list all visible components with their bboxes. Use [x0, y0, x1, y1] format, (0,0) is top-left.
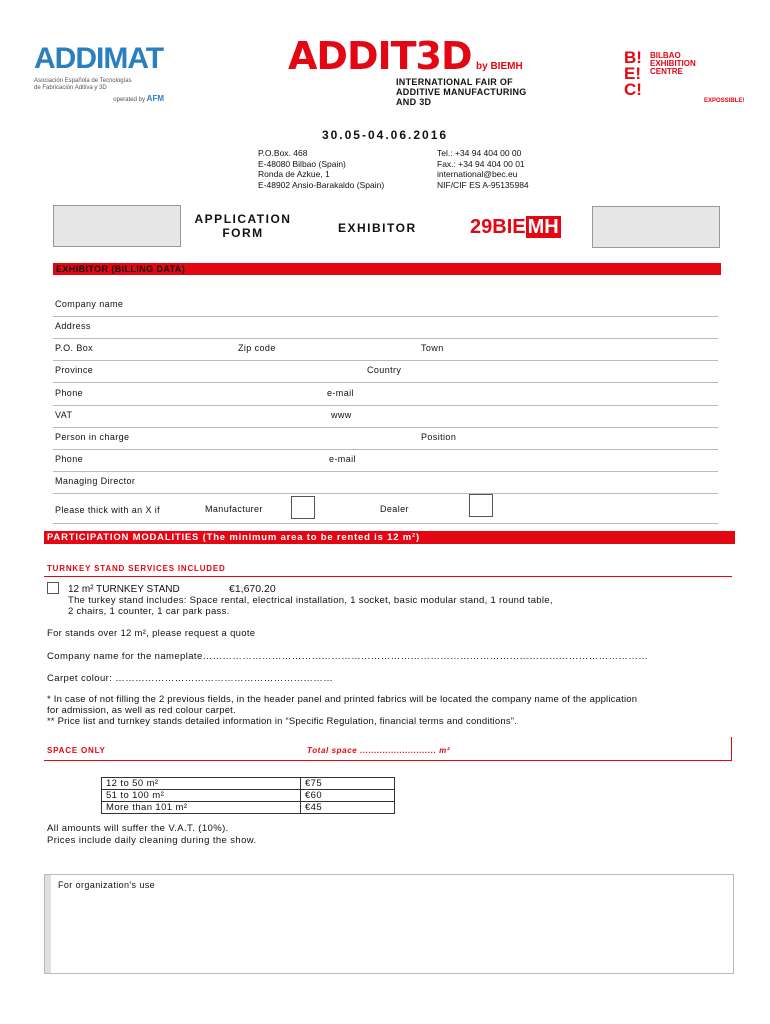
- participation-section-header: [44, 531, 735, 544]
- space-price: €75: [301, 778, 395, 790]
- address-line: Ronda de Azkue, 1: [258, 169, 330, 179]
- bec-name-2: EXHIBITION: [650, 59, 696, 68]
- po-box-label: P.O. Box: [55, 343, 94, 353]
- dealer-checkbox[interactable]: [469, 494, 493, 517]
- biemh-bie: BIE: [492, 216, 526, 238]
- manufacturer-label: Manufacturer: [205, 504, 263, 514]
- participation-section-title: PARTICIPATION MODALITIES (The minimum area to be rented is 12 m²): [47, 532, 420, 543]
- addit-subtitle-1: INTERNATIONAL FAIR OF: [396, 77, 513, 87]
- turnkey-header-underline: [44, 576, 732, 577]
- contact-line: Tel.: +34 94 404 00 00: [437, 148, 522, 158]
- form-title-line1: APPLICATION: [194, 212, 292, 226]
- carpet-colour-field[interactable]: Carpet colour: …………………………………………………………: [47, 673, 334, 684]
- bec-letter-e: E!: [624, 64, 641, 83]
- space-range: 51 to 100 m²: [102, 790, 301, 802]
- addimat-assoc-line2: de Fabricación Aditiva y 3D: [34, 85, 107, 91]
- biemh-mh: MH: [527, 216, 559, 238]
- billing-section-title: EXHIBITOR (BILLING DATA): [56, 264, 186, 274]
- cleaning-note: Prices include daily cleaning during the show.: [47, 835, 257, 846]
- zip-code-label: Zip code: [238, 343, 276, 353]
- addit-subtitle-2: ADDITIVE MANUFACTURING: [396, 87, 527, 97]
- exhibitor-label: EXHIBITOR: [338, 221, 417, 235]
- address-line: E-48080 Bilbao (Spain): [258, 158, 346, 169]
- addimat-wordmark: ADDIMAT: [34, 42, 164, 75]
- stamp-box-right: [592, 206, 720, 248]
- bec-tagline: EXPOSSIBLE!: [704, 98, 745, 104]
- turnkey-price: €1,670.20: [229, 583, 276, 595]
- town-label: Town: [421, 343, 444, 353]
- total-space-field[interactable]: Total space ........................... m²: [307, 746, 451, 755]
- bec-name-1: BILBAO: [650, 51, 681, 60]
- table-row: [102, 778, 395, 790]
- addit-subtitle-3: AND 3D: [396, 97, 432, 107]
- company-name-field[interactable]: [53, 316, 718, 317]
- organization-use-label: For organization's use: [58, 880, 156, 890]
- contact-line: Fax.: +34 94 404 00 01: [437, 158, 525, 169]
- space-price: €60: [301, 790, 395, 802]
- note-1: * In case of not filling the 2 previous fields, in the header panel and printed fabrics will be located the company name of the application: [47, 694, 638, 705]
- phone-2-label: Phone: [55, 454, 84, 464]
- person-position-field[interactable]: [53, 449, 718, 450]
- person-in-charge-label: Person in charge: [55, 432, 130, 442]
- managing-director-label: Managing Director: [55, 476, 136, 486]
- phone-email-field[interactable]: [53, 405, 718, 406]
- address-block: [258, 148, 438, 190]
- address-label: Address: [55, 321, 91, 331]
- contact-line: NIF/CIF ES A-95135984: [437, 179, 529, 190]
- dealer-label: Dealer: [380, 504, 409, 514]
- country-label: Country: [367, 365, 402, 375]
- vat-www-field[interactable]: [53, 427, 718, 428]
- turnkey-header: TURNKEY STAND SERVICES INCLUDED: [47, 564, 226, 573]
- addit3d-wordmark: ADDIT3D: [288, 34, 472, 78]
- bec-letter-c: C!: [624, 80, 642, 99]
- organization-use-box: [44, 874, 734, 974]
- addimat-assoc-line1: Asociación Española de Tecnologías: [34, 78, 132, 84]
- by-biemh-text: by BIEMH: [476, 61, 523, 72]
- address-field[interactable]: [53, 338, 718, 339]
- over-12-note: For stands over 12 m², please request a quote: [47, 628, 256, 639]
- afm-logo: AFM: [146, 94, 164, 103]
- turnkey-description-2: 2 chairs, 1 counter, 1 car park pass.: [68, 606, 230, 617]
- note-1b: for admission, as well as red colour carpet.: [47, 705, 236, 716]
- phone-email-2-field[interactable]: [53, 471, 718, 472]
- biemh-logo: [470, 215, 561, 239]
- contact-line: international@bec.eu: [437, 169, 518, 179]
- nameplate-field[interactable]: Company name for the nameplate………………………………………………………………………………………………………………………: [47, 651, 649, 662]
- turnkey-title: 12 m² TURNKEY STAND: [68, 584, 180, 595]
- space-price: €45: [301, 802, 395, 814]
- space-only-underline: [44, 760, 732, 761]
- form-title: [188, 212, 298, 240]
- bec-logo: [624, 48, 745, 110]
- stamp-box-left: [53, 205, 181, 247]
- addimat-logo: [34, 44, 164, 116]
- vat-note: All amounts will suffer the V.A.T. (10%).: [47, 823, 229, 834]
- note-2: ** Price list and turnkey stands detailed information in “Specific Regulation, financial terms and conditions”.: [47, 716, 517, 727]
- managing-director-field[interactable]: [53, 493, 718, 494]
- phone-label: Phone: [55, 388, 84, 398]
- bec-letter-b: B!: [624, 48, 642, 67]
- position-label: Position: [421, 432, 457, 442]
- www-label: www: [331, 410, 352, 420]
- address-line: P.O.Box. 468: [258, 148, 308, 158]
- vat-label: VAT: [55, 410, 73, 420]
- address-line: E-48902 Ansio-Barakaldo (Spain): [258, 179, 385, 190]
- biemh-number: 29: [470, 216, 493, 238]
- form-title-line2: FORM: [222, 226, 264, 240]
- space-range: More than 101 m²: [102, 802, 301, 814]
- operated-by-text: operated by: [113, 97, 145, 103]
- space-only-label: SPACE ONLY: [47, 746, 106, 755]
- table-row: [102, 802, 395, 814]
- contact-block: [437, 148, 577, 190]
- bec-name-3: CENTRE: [650, 67, 683, 76]
- addit3d-logo: [288, 35, 528, 125]
- manufacturer-checkbox[interactable]: [291, 496, 315, 519]
- billing-section-header: [53, 263, 721, 275]
- email-label: e-mail: [327, 388, 354, 398]
- space-price-table: [101, 777, 395, 814]
- province-country-field[interactable]: [53, 382, 718, 383]
- province-label: Province: [55, 365, 94, 375]
- event-dates: 30.05-04.06.2016: [321, 128, 449, 142]
- table-row: [102, 790, 395, 802]
- turnkey-checkbox[interactable]: [47, 582, 59, 594]
- divider: [53, 523, 718, 524]
- thick-instruction: Please thick with an X if: [55, 505, 161, 515]
- email-2-label: e-mail: [329, 454, 356, 464]
- space-only-side-line: [731, 737, 732, 761]
- po-box-zip-town-field[interactable]: [53, 360, 718, 361]
- company-name-label: Company name: [55, 299, 124, 309]
- turnkey-description-1: The turkey stand includes: Space rental, electrical installation, 1 socket, basic modular stand, 1 round table,: [68, 595, 553, 606]
- space-range: 12 to 50 m²: [102, 778, 301, 790]
